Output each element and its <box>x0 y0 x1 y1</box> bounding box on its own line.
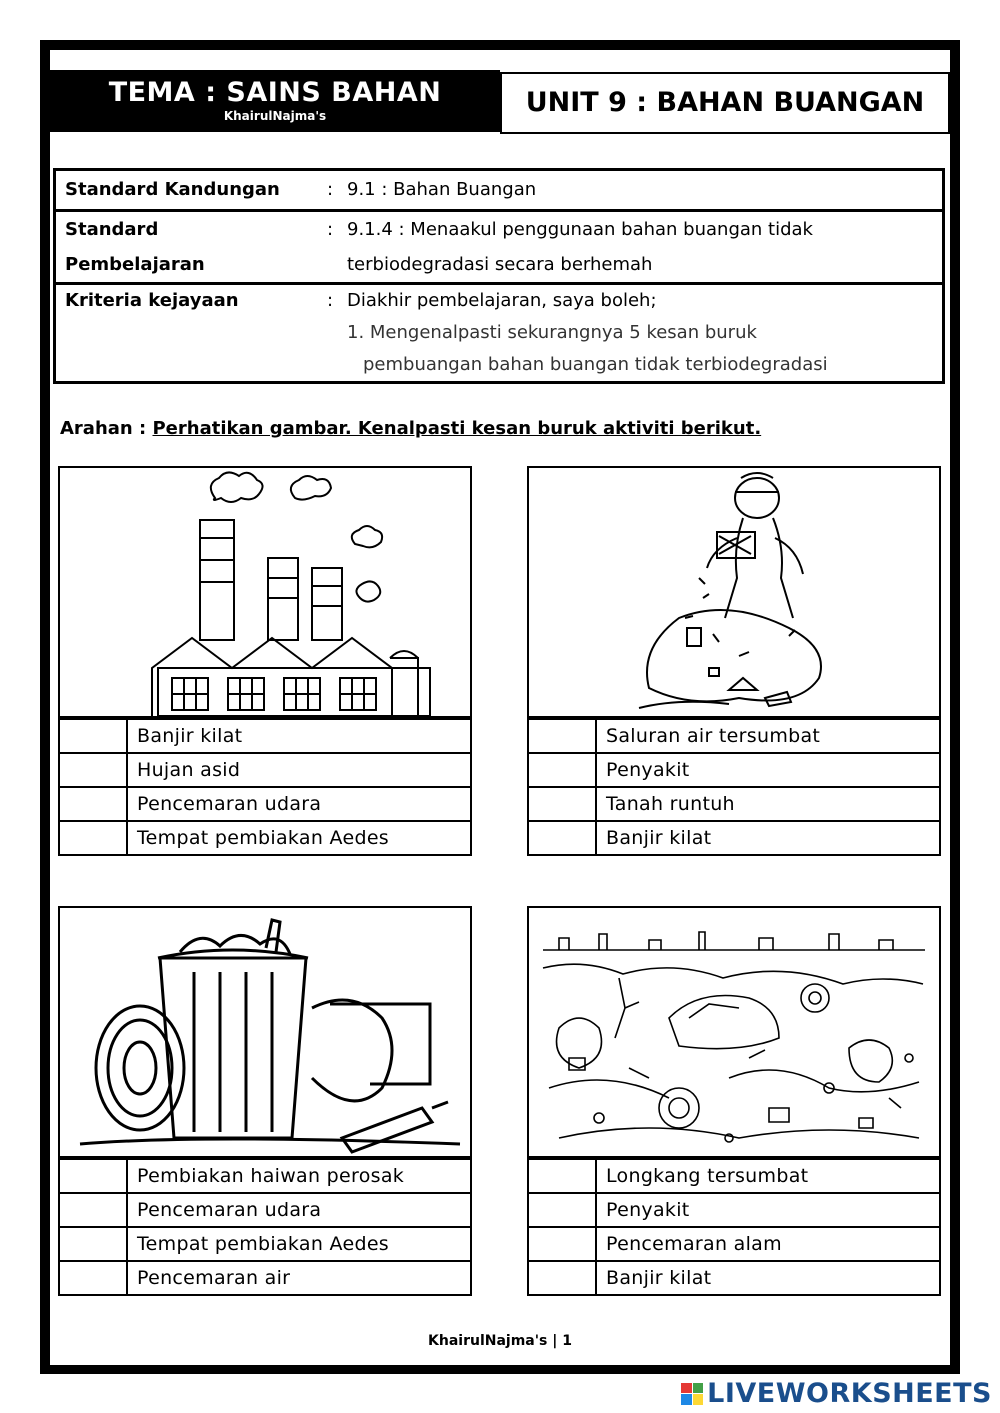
inner-top <box>50 50 950 70</box>
option-label: Pencemaran alam <box>606 1233 782 1255</box>
answer-box[interactable] <box>529 1228 597 1260</box>
sp-value-line1: 9.1.4 : Menaakul penggunaan bahan buangan tidak <box>347 219 813 240</box>
factory-illustration <box>60 468 470 716</box>
option-row <box>529 1192 939 1226</box>
answer-box[interactable] <box>60 1262 128 1294</box>
answer-box[interactable] <box>529 1194 597 1226</box>
kk-value-line3: pembuangan bahan buangan tidak terbiodegradasi <box>363 354 828 375</box>
kk-value-line1: Diakhir pembelajaran, saya boleh; <box>347 290 657 311</box>
option-row <box>60 1260 470 1294</box>
option-label: Pembiakan haiwan perosak <box>137 1165 405 1187</box>
kk-value-line2: 1. Mengenalpasti sekurangnya 5 kesan buruk <box>347 322 757 343</box>
sp-label-line1: Standard <box>65 219 159 240</box>
option-row <box>529 752 939 786</box>
answer-box[interactable] <box>60 720 128 752</box>
option-row <box>529 1226 939 1260</box>
liveworksheets-logo-icon <box>681 1383 703 1405</box>
sk-colon: : <box>326 179 334 200</box>
unit-title: UNIT 9 : BAHAN BUANGAN <box>500 72 950 134</box>
answer-box[interactable] <box>60 754 128 786</box>
sp-value-line2: terbiodegradasi secara berhemah <box>347 254 653 275</box>
kk-colon: : <box>317 284 343 383</box>
answer-box[interactable] <box>60 788 128 820</box>
answer-box[interactable] <box>529 720 597 752</box>
theme-title: TEMA : SAINS BAHAN <box>108 77 442 108</box>
option-label: Saluran air tersumbat <box>606 725 821 747</box>
option-row <box>60 1226 470 1260</box>
answer-box[interactable] <box>529 1262 597 1294</box>
option-row <box>529 786 939 820</box>
option-label: Tanah runtuh <box>606 793 735 815</box>
landfill-picture <box>529 908 939 1158</box>
option-label: Pencemaran udara <box>137 1199 322 1221</box>
garbage-bin-illustration <box>60 908 470 1156</box>
standard-kandungan-row <box>55 170 944 211</box>
brand-text: LIVEWORKSHEETS <box>707 1378 992 1409</box>
option-label: Banjir kilat <box>606 1267 712 1289</box>
option-row <box>60 786 470 820</box>
theme-author: KhairulNajma's <box>223 109 327 123</box>
option-label: Penyakit <box>606 759 690 781</box>
answer-box[interactable] <box>60 822 128 854</box>
option-label: Pencemaran air <box>137 1267 291 1289</box>
option-row <box>529 1260 939 1294</box>
answer-box[interactable] <box>529 788 597 820</box>
answer-box[interactable] <box>60 1194 128 1226</box>
option-row <box>529 1158 939 1192</box>
option-label: Pencemaran udara <box>137 793 322 815</box>
instruction-text: Perhatikan gambar. Kenalpasti kesan buruk aktiviti berikut. <box>152 418 762 439</box>
option-row <box>529 820 939 854</box>
standards-table <box>53 168 945 384</box>
sk-value: 9.1 : Bahan Buangan <box>347 179 537 200</box>
option-label: Tempat pembiakan Aedes <box>137 827 390 849</box>
kk-label: Kriteria kejayaan <box>55 284 318 383</box>
factory-picture <box>60 468 470 718</box>
option-row <box>60 1192 470 1226</box>
option-row <box>60 718 470 752</box>
card-littering <box>527 466 941 856</box>
option-row <box>60 1158 470 1192</box>
card-landfill <box>527 906 941 1296</box>
card-factory <box>58 466 472 856</box>
answer-box[interactable] <box>60 1228 128 1260</box>
kk-value <box>343 284 944 383</box>
sp-label-line2: Pembelajaran <box>65 254 205 275</box>
landfill-illustration <box>529 908 939 1156</box>
option-label: Longkang tersumbat <box>606 1165 809 1187</box>
option-row <box>60 752 470 786</box>
sp-label <box>55 211 318 284</box>
option-label: Penyakit <box>606 1199 690 1221</box>
sk-label: Standard Kandungan <box>65 179 280 200</box>
card-garbage-bin <box>58 906 472 1296</box>
sp-colon: : <box>317 211 343 284</box>
littering-illustration <box>529 468 939 716</box>
page-footer: KhairulNajma's | 1 <box>428 1333 572 1349</box>
standard-pembelajaran-row <box>55 211 944 284</box>
option-label: Banjir kilat <box>606 827 712 849</box>
option-label: Hujan asid <box>137 759 241 781</box>
option-label: Tempat pembiakan Aedes <box>137 1233 390 1255</box>
littering-picture <box>529 468 939 718</box>
liveworksheets-brand[interactable] <box>681 1378 992 1409</box>
instruction <box>60 418 761 439</box>
option-row <box>60 820 470 854</box>
theme-banner <box>50 70 500 132</box>
kriteria-kejayaan-row <box>55 284 944 383</box>
sp-value <box>343 211 944 284</box>
answer-box[interactable] <box>529 1160 597 1192</box>
answer-box[interactable] <box>529 754 597 786</box>
garbage-bin-picture <box>60 908 470 1158</box>
answer-box[interactable] <box>60 1160 128 1192</box>
answer-box[interactable] <box>529 822 597 854</box>
instruction-label: Arahan : <box>60 418 147 439</box>
option-label: Banjir kilat <box>137 725 243 747</box>
option-row <box>529 718 939 752</box>
